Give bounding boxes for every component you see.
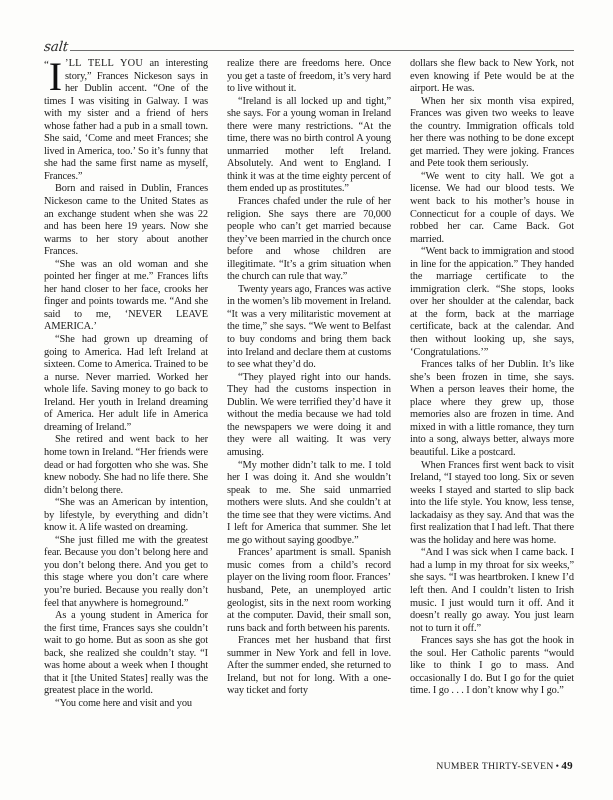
paragraph: “And I was sick when I came back. I had a lump in my throat for six weeks,” she says. “I was heartbroken. I knew I’d left then. And I couldn’t listen to Irish music. I just would turn it off. And it doesn’t really go away. You just learn not to turn it off.” <box>410 547 574 634</box>
text-column-2 <box>227 58 391 758</box>
paragraph: “My mother didn’t talk to me. I told her I was doing it. And she wouldn’t speak to me. She said unmarried mothers were sluts. And she couldn’t at the time see that they were victims. And I left for America that summer. She let me go without saying goodbye.” <box>227 459 391 546</box>
opening-paragraph <box>44 58 208 183</box>
paragraph: “You come here and visit and you <box>55 697 192 709</box>
running-head <box>44 34 574 54</box>
article-columns <box>44 58 574 758</box>
paragraph: “We went to city hall. We got a license. We had our blood tests. We went back to his mother’s house in Connecticut for a couple of days. We robbed her car. Came Back. Got married. <box>410 170 574 245</box>
paragraph: Frances talks of her Dublin. It’s like she’s been frozen in time, she says. When a person leaves their home, the place where they grew up, those memories also are frozen in time. And mixed in with a little romance, they turn into a song, always better, always more beautiful. Like a postcard. <box>410 359 574 458</box>
paragraph: Born and raised in Dublin, Frances Nickeson came to the United States as an exchange student when she was 22 and has been here 19 years. Now she warms to her story about another Frances. <box>44 183 208 258</box>
paragraph: Frances says she has got the hook in the soul. Her Catholic parents “would like to think I go to mass. And occasionally I do. But I go for the quiet time. I go . . . I don’t know why I go.” <box>410 635 574 697</box>
paragraph: “Ireland is all locked up and tight,” she says. For a young woman in Ireland there were many restrictions. “At the time, there was no birth control A young unmarried mother left Ireland. Absolutely. And went to England. I think it was at the time eighty percent of them ended up as prostitutes.” <box>227 95 391 195</box>
page-number: 49 <box>561 760 573 772</box>
paragraph: “She was an American by intention, by lifestyle, by everything and didn’t know it. A life wasted on dreaming. <box>44 497 208 534</box>
paragraph: “Went back to immigration and stood in line for the appication.” They handed the marriage certificate to the immigration clerk. “She stops, looks over her shoulder at the calendar, back at the form, back at the marriage certificate, back at the calendar. And then without looking up, she says, ‘Congratulations.’” <box>410 246 574 358</box>
paragraph: Twenty years ago, Frances was active in the women’s lib movement in Ireland. “It was a very militaristic movement at the time,” she says. “We went to Belfast to buy condoms and bring them back into Ireland and declare them at customs to see what they’d do. <box>227 283 391 371</box>
header-rule <box>70 50 574 51</box>
paragraph: dollars she flew back to New York, not even knowing if Pete would be at the airport. He was. <box>410 58 574 95</box>
paragraph: When her six month visa expired, Frances was given two weeks to leave the country. Immigration officals told her there was nothing to be done except get married. They were joking. Frances and Pete took them seriously. <box>410 95 574 170</box>
paragraph: Frances’ apartment is small. Spanish music comes from a child’s record player on the living room floor. Frances’ husband, Pete, an unemployed artic geologist, sits in the next room working at the computer. David, their small son, runs back and forth between his parents. <box>227 547 391 634</box>
paragraph: Frances met her husband that first summer in New York and fell in love. After the summer ended, she returned to Ireland, but not for long. With a one-way ticket and forty <box>227 635 391 697</box>
paragraph: “She was an old woman and she pointed her finger at me.” Frances lifts her hand closer to her face, crooks her finger and points towards me. “And she said to me, ‘NEVER LEAVE AMERICA.’ <box>44 258 208 333</box>
issue-label: NUMBER THIRTY-SEVEN <box>436 761 554 772</box>
text-column-3 <box>410 58 574 758</box>
paragraph: As a young student in America for the first time, Frances says she couldn’t wait to go home. But as soon as she got back, she realized she couldn’t stay. “I was home about a week when I thought that it [the United States] really was the greatest place in the world. <box>44 610 208 697</box>
drop-cap: I <box>48 58 62 99</box>
folio-bullet: • <box>555 761 560 772</box>
lead-small-caps: ’LL TELL YOU <box>65 58 144 69</box>
paragraph: Frances chafed under the rule of her religion. She says there are 70,000 people who can’t get married because they’ve been married in the church once before and whose children are illegitimate. “It’s a grim situation when the church can rule that way.” <box>227 196 391 283</box>
lead-text: an interesting story,” Frances Nickeson says in her Dublin accent. “One of the times I was visiting in Galway. I was with my sister and a friend of hers whose father had a pub in a small town. She said, ‘Come and meet Frances; she lived in America, too.’ So it’s funny that she had the same first name as myself, Frances.” <box>44 58 208 182</box>
magazine-name: salt <box>43 38 69 55</box>
paragraph: “She just filled me with the greatest fear. Because you don’t belong here and you don’t belong there. And you get to this stage where you don’t care where you’re buried. Because you really don’t feel that anywhere is homeground.” <box>44 534 208 609</box>
text-column-1 <box>44 58 208 758</box>
paragraph: “She had grown up dreaming of going to America. Had left Ireland at sixteen. Come to America. Trained to be a nurse. Never married. Worked her whole life. Saving money to go back to Ireland. Her youth in Ireland dreaming of America. Her adult life in America dreaming of Ireland.” <box>44 334 208 433</box>
folio <box>436 760 573 772</box>
paragraph: She retired and went back to her home town in Ireland. “Her friends were dead or had forgotten who she was. She knew nobody. She had no life there. She didn’t belong there. <box>44 434 208 496</box>
opening-quote-mark: “ <box>44 59 49 71</box>
paragraph: “They played right into our hands. They had the customs inspection in Dublin. We were terrified they’d have it without the media because we had told the newspapers we were doing it and they were all waiting. It was very amusing. <box>227 371 391 458</box>
paragraph: When Frances first went back to visit Ireland, “I stayed too long. Six or seven weeks I stayed and started to slip back into the life style. You know, less tense, lackadaisy as they say. And that was the first realization that I had left. That there was the holiday and here was home. <box>410 459 574 546</box>
paragraph: realize there are freedoms here. Once you get a taste of freedom, it’s very hard to live without it. <box>227 58 391 95</box>
